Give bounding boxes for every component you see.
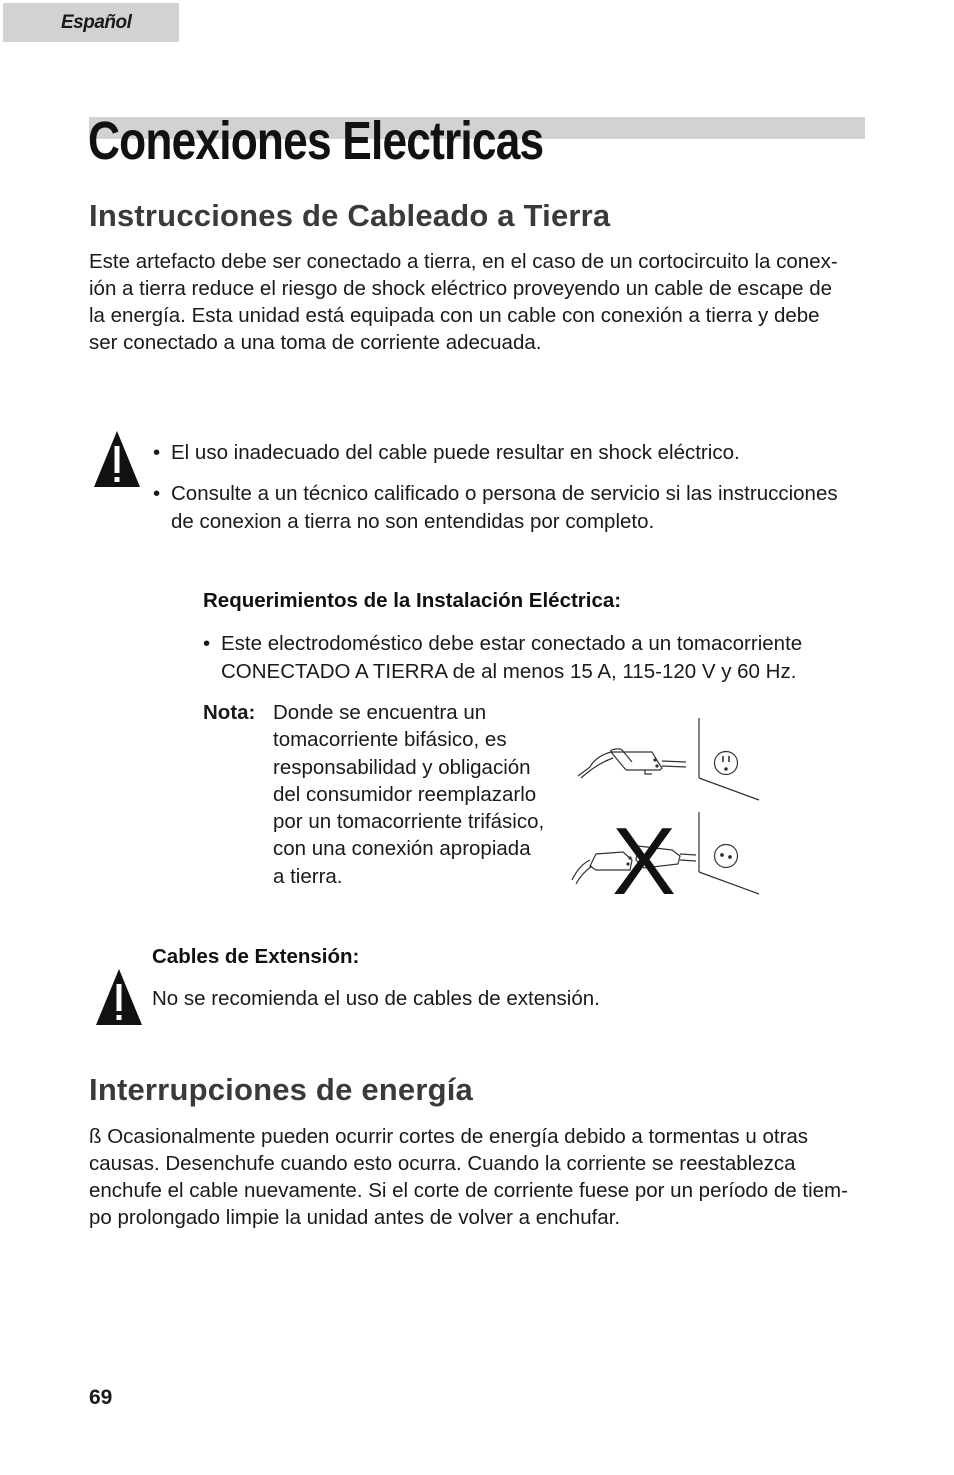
warning-item: • Consulte a un técnico calificado o persona de servicio si las instrucciones de conexion a tierra no son entendidas por completo. (153, 480, 853, 536)
extension-text: No se recomienda el uso de cables de extensión. (152, 987, 600, 1010)
power-paragraph (89, 1123, 848, 1231)
note-line: con una conexión apropiada (273, 837, 531, 861)
note-label: Nota: (203, 701, 256, 724)
requirements-heading: Requerimientos de la Instalación Eléctrica: (203, 589, 622, 612)
warning-triangle-icon (93, 430, 141, 488)
paragraph-line: po prolongado limpie la unidad antes de volver a enchufar. (89, 1206, 621, 1229)
x-mark: X (611, 808, 677, 898)
three-prong-plug-icon (578, 749, 686, 778)
note-line: tomacorriente bifásico, es (273, 728, 507, 752)
warning-triangle-icon (95, 968, 143, 1026)
page-title: Conexiones Electricas (88, 111, 544, 171)
note-line: a tierra. (273, 864, 343, 888)
language-label: Español (61, 12, 132, 33)
paragraph-line: la energía. Esta unidad está equipada con un cable con conexión a tierra y debe (89, 304, 820, 327)
grounding-heading: Instrucciones de Cableado a Tierra (89, 198, 611, 233)
note-text (273, 699, 544, 890)
grounding-paragraph (89, 248, 838, 356)
extension-heading: Cables de Extensión: (152, 945, 360, 968)
paragraph-line: causas. Desenchufe cuando esto ocurra. Cuando la corriente se reestablezca (89, 1152, 796, 1175)
power-heading: Interrupciones de energía (89, 1072, 473, 1107)
requirements-item: • Este electrodoméstico debe estar conectado a un tomacorriente CONECTADO A TIERRA de al menos 15 A, 115-120 V y 60 Hz. (203, 630, 843, 686)
language-tab (3, 3, 179, 42)
paragraph-line: enchufe el cable nuevamente. Si el corte de corriente fuese por un período de tiem- (89, 1179, 848, 1202)
warning-item: • El uso inadecuado del cable puede resultar en shock eléctrico. (153, 439, 853, 467)
note-line: Donde se encuentra un (273, 701, 487, 724)
note-line: responsabilidad y obligación (273, 755, 531, 779)
warning-list (153, 439, 853, 536)
paragraph-line: ión a tierra reduce el riesgo de shock eléctrico proveyendo un cable de escape de (89, 277, 833, 300)
grounded-outlet-icon (715, 752, 738, 775)
paragraph-line: Este artefacto debe ser conectado a tierra, en el caso de un cortocircuito la conex- (89, 250, 838, 273)
plug-outlet-figure (568, 714, 764, 898)
note-line: por un tomacorriente trifásico, (273, 810, 545, 834)
paragraph-line: ß Ocasionalmente pueden ocurrir cortes de energía debido a tormentas u otras (89, 1125, 809, 1148)
paragraph-line: ser conectado a una toma de corriente adecuada. (89, 331, 542, 354)
note-line: del consumidor reemplazarlo (273, 782, 537, 806)
page-number: 69 (89, 1386, 113, 1409)
requirements-list (203, 630, 843, 686)
two-prong-outlet-icon (715, 845, 738, 868)
